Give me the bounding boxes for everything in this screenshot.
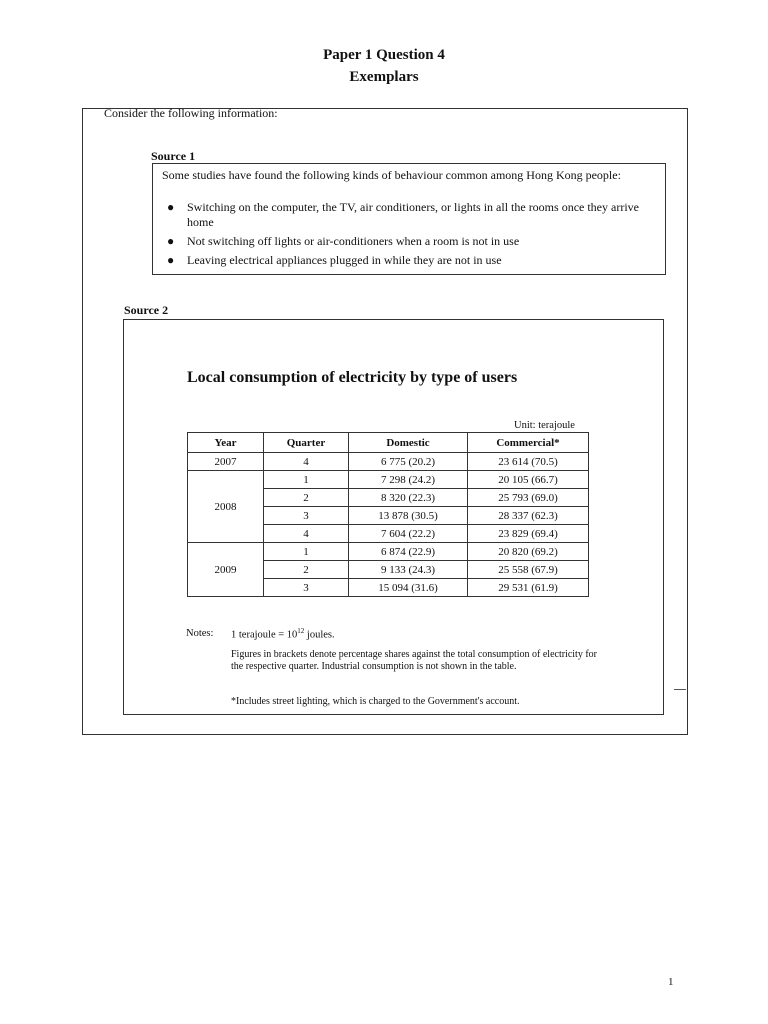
quarter-cell: 1 bbox=[264, 471, 349, 489]
bullet-icon: ● bbox=[167, 234, 175, 248]
year-cell: 2008 bbox=[188, 471, 264, 543]
header-quarter: Quarter bbox=[264, 433, 349, 453]
domestic-cell: 13 878 (30.5) bbox=[349, 507, 468, 525]
note-street-lighting: *Includes street lighting, which is charged to the Government's account. bbox=[231, 696, 520, 707]
domestic-cell: 6 874 (22.9) bbox=[349, 543, 468, 561]
page-number: 1 bbox=[668, 976, 674, 988]
domestic-cell: 9 133 (24.3) bbox=[349, 561, 468, 579]
note-brackets: Figures in brackets denote percentage shares against the total consumption of electricity for the respective quarter. Industrial consumption is not shown in the table. bbox=[231, 649, 597, 672]
quarter-cell: 4 bbox=[264, 525, 349, 543]
quarter-cell: 3 bbox=[264, 579, 349, 597]
bullet-icon: ● bbox=[167, 253, 175, 267]
header-year: Year bbox=[188, 433, 264, 453]
quarter-cell: 3 bbox=[264, 507, 349, 525]
commercial-cell: 23 614 (70.5) bbox=[468, 453, 589, 471]
note-terajoule: 1 terajoule = $10^{12}$ joules. bbox=[231, 627, 335, 641]
source2-box bbox=[123, 319, 664, 715]
electricity-table bbox=[187, 432, 589, 597]
commercial-cell: 29 531 (61.9) bbox=[468, 579, 589, 597]
list-item: ● Not switching off lights or air-conditioners when a room is not in use bbox=[167, 234, 520, 248]
header-domestic: Domestic bbox=[349, 433, 468, 453]
table-row bbox=[188, 543, 589, 561]
table-title: Local consumption of electricity by type of users bbox=[187, 369, 518, 386]
source2-label: Source 2 bbox=[124, 303, 169, 317]
source1-box bbox=[152, 163, 666, 275]
domestic-cell: 15 094 (31.6) bbox=[349, 579, 468, 597]
domestic-cell: 7 298 (24.2) bbox=[349, 471, 468, 489]
quarter-cell: 2 bbox=[264, 561, 349, 579]
notes-label: Notes: bbox=[186, 628, 214, 639]
table-row bbox=[188, 471, 589, 489]
source1-lead: Some studies have found the following kinds of behaviour common among Hong Kong people: bbox=[162, 168, 621, 182]
domestic-cell: 8 320 (22.3) bbox=[349, 489, 468, 507]
commercial-cell: 20 820 (69.2) bbox=[468, 543, 589, 561]
source1-bullet-list bbox=[153, 200, 653, 272]
quarter-cell: 1 bbox=[264, 543, 349, 561]
domestic-cell: 7 604 (22.2) bbox=[349, 525, 468, 543]
commercial-cell: 25 558 (67.9) bbox=[468, 561, 589, 579]
commercial-cell: 25 793 (69.0) bbox=[468, 489, 589, 507]
margin-mark bbox=[674, 689, 686, 690]
page-title: Paper 1 Question 4 bbox=[323, 47, 445, 63]
year-cell: 2009 bbox=[188, 543, 264, 597]
table-row bbox=[188, 453, 589, 471]
commercial-cell: 23 829 (69.4) bbox=[468, 525, 589, 543]
commercial-cell: 28 337 (62.3) bbox=[468, 507, 589, 525]
header-commercial: Commercial* bbox=[468, 433, 589, 453]
page-subtitle: Exemplars bbox=[349, 69, 419, 85]
quarter-cell: 2 bbox=[264, 489, 349, 507]
unit-label: Unit: terajoule bbox=[514, 420, 575, 431]
quarter-cell: 4 bbox=[264, 453, 349, 471]
table-header-row bbox=[188, 433, 589, 453]
domestic-cell: 6 775 (20.2) bbox=[349, 453, 468, 471]
intro-text: Consider the following information: bbox=[104, 106, 278, 120]
commercial-cell: 20 105 (66.7) bbox=[468, 471, 589, 489]
source1-label: Source 1 bbox=[151, 149, 196, 163]
year-cell: 2007 bbox=[188, 453, 264, 471]
list-item: ● Leaving electrical appliances plugged in while they are not in use bbox=[167, 253, 502, 267]
bullet-icon: ● bbox=[167, 200, 175, 214]
list-item: ● Switching on the computer, the TV, air conditioners, or lights in all the rooms once they arrive home bbox=[167, 200, 639, 229]
